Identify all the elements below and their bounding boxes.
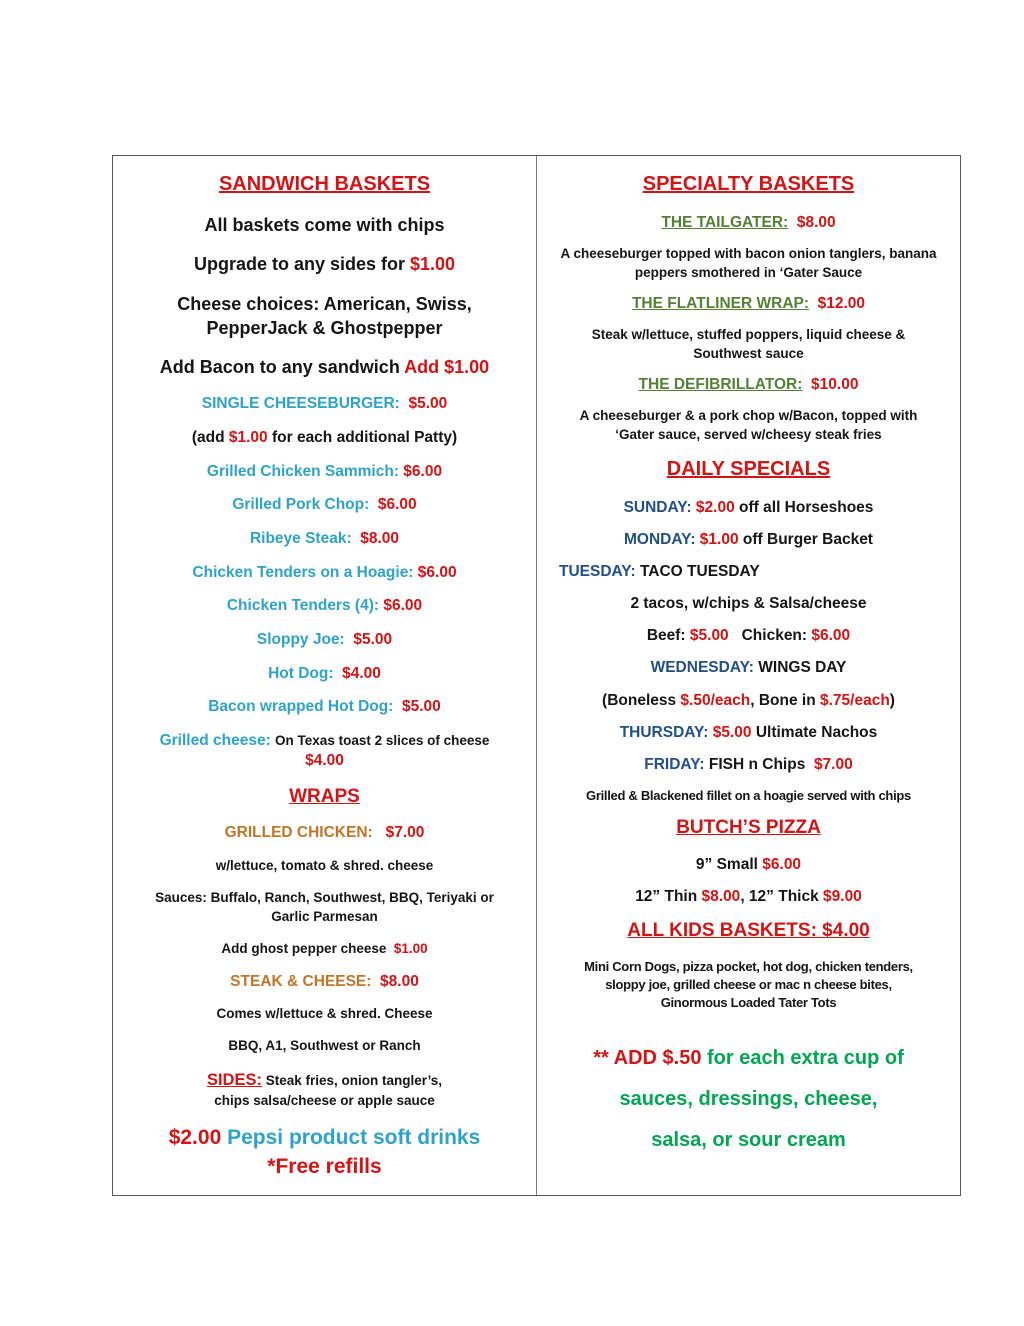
grilled-chicken-wrap-desc [137,857,512,876]
text-segment: $1.00 [393,940,428,956]
flatliner-desc [559,326,938,364]
text-segment: $2.00 [691,498,735,516]
text-segment: off Burger Backet [738,530,873,548]
text-segment: STEAK & CHEESE: [230,972,381,990]
text-segment: off all Horseshoes [734,498,874,516]
sandwich-baskets-heading [137,171,512,197]
text-segment: Upgrade to any sides for [193,254,410,275]
text-segment: w/lettuce, tomato & shred. cheese [215,858,434,873]
text-segment: 12” Thin [635,888,702,906]
text-segment: On Texas toast 2 slices of cheese [275,732,494,748]
text-segment: $5.00 [353,630,393,648]
text-segment: Grilled Chicken Sammich: [206,462,404,480]
text-segment: THE TAILGATER: [661,214,789,231]
text-segment: THURSDAY: [619,723,709,741]
soft-drinks-line [137,1124,512,1182]
text-segment: $7.00 [385,824,425,842]
text-segment: $6.00 [811,627,851,645]
text-segment: GRILLED CHICKEN: [224,824,386,842]
text-segment: , 12” Thick [740,888,824,906]
text-segment: Comes w/lettuce & shred. Cheese [216,1006,433,1022]
kids-baskets-heading [559,919,938,944]
special-friday [559,755,938,775]
text-segment: WEDNESDAY: [650,659,754,677]
text-segment: SINGLE CHEESEBURGER: [201,395,409,413]
text-segment: SUNDAY: [623,498,692,516]
text-segment: $5.00 [408,395,448,413]
text-segment: $10.00 [802,375,859,393]
text-segment: Pepsi product soft drinks [227,1125,481,1149]
text-segment: BBQ, A1, Southwest or Ranch [228,1038,421,1054]
text-segment: $12.00 [809,294,866,312]
text-segment: $1.00 [410,254,456,275]
steak-cheese-desc [137,1005,512,1024]
text-segment: *Free refills [267,1154,382,1178]
tailgater-desc [559,245,941,283]
steak-cheese-sauces [137,1037,512,1056]
text-segment: THE DEFIBRILLATOR: [638,375,803,393]
text-segment: $8.00 [380,972,419,990]
special-wednesday [559,658,938,678]
defibrillator-desc [559,407,938,445]
item-flatliner-wrap [559,294,938,314]
text-segment: $4.00 [305,731,498,770]
wraps-heading [137,785,512,810]
item-chicken-tenders [137,596,512,616]
text-segment: 2 tacos, w/chips & Salsa/cheese [630,595,867,613]
wrap-sauces-note [137,889,512,927]
text-segment: Ultimate Nachos [751,723,878,741]
text-segment: salsa, or sour cream [651,1129,846,1152]
text-segment: SANDWICH BASKETS [218,173,431,195]
upgrade-note [137,252,512,276]
text-segment: chips salsa/cheese or apple sauce [214,1093,435,1109]
special-monday [559,530,938,550]
text-segment: Grilled Pork Chop: [232,496,378,514]
text-segment: Chicken Tenders (4): [226,597,384,615]
text-segment: BUTCH’S PIZZA [676,817,821,839]
text-segment: $9.00 [823,888,862,906]
extra-cup-note [559,1038,938,1161]
text-segment: Mini Corn Dogs, pizza pocket, hot dog, chicken tenders, [584,958,913,974]
text-segment: Grilled cheese: [159,731,276,749]
text-segment: Beef: [646,627,690,645]
item-grilled-chicken-wrap [137,823,512,843]
special-thursday [559,723,938,743]
wings-prices [559,691,938,711]
text-segment: ** ADD $.50 [593,1047,702,1070]
text-segment: Cheese choices: American, Swiss, PepperJack & Ghostpepper [177,293,477,338]
text-segment: Ginormous Loaded Tater Tots [660,995,837,1011]
text-segment: Sloppy Joe: [256,630,354,648]
text-segment: 9” Small [695,855,763,873]
fish-chips-desc [559,787,938,805]
item-single-cheeseburger [137,394,512,414]
text-segment: $.75/each [819,691,890,709]
text-segment: FRIDAY: [644,755,705,773]
text-segment: $6.00 [403,462,443,480]
text-segment: sauces, dressings, cheese, [619,1088,878,1111]
item-bacon-wrapped-hot-dog [137,697,512,717]
text-segment: TACO TUESDAY [635,563,760,581]
special-tuesday [559,562,938,582]
text-segment: Steak fries, onion tangler’s, [261,1072,443,1088]
text-segment: $1.00 [695,530,739,548]
item-ribeye-steak [137,529,512,549]
text-segment: $8.00 [701,888,741,906]
text-segment: $1.00 [228,429,268,447]
text-segment: $5.00 [689,627,729,645]
text-segment: (add [191,429,229,447]
text-segment: WINGS DAY [753,659,847,677]
cheese-choices-note [137,292,512,341]
text-segment: $5.00 [708,723,752,741]
item-grilled-pork-chop [137,495,512,515]
text-segment: Sauces: Buffalo, Ranch, Southwest, BBQ, Teriyaki or Garlic Parmesan [155,889,498,924]
sandwich-column [113,156,537,1195]
item-chicken-tenders-hoagie [137,563,512,583]
baskets-note [137,213,512,237]
text-segment: $2.00 [168,1125,228,1149]
text-segment: Hot Dog: [268,664,343,682]
sides-line [137,1069,512,1111]
item-hot-dog [137,664,512,684]
text-segment: $6.00 [417,563,457,581]
taco-prices [559,626,938,646]
text-segment: $6.00 [383,597,423,615]
ghost-pepper-note [137,940,512,959]
text-segment: $.50/each [680,691,751,709]
text-segment: Bacon wrapped Hot Dog: [208,698,402,716]
text-segment: A cheeseburger topped with bacon onion tanglers, banana peppers smothered in ‘Gater Sauce [560,246,941,281]
text-segment: $8.00 [788,214,836,231]
add-bacon-note [137,355,512,379]
item-grilled-cheese [137,731,512,771]
text-segment: , Bone in [750,691,820,709]
text-segment: ) [889,691,895,709]
text-segment: Add ghost pepper cheese [221,940,394,956]
text-segment: Ribeye Steak: [249,530,361,548]
extra-patty-note [137,428,512,448]
text-segment: Chicken Tenders on a Hoagie: [192,563,418,581]
kids-baskets-desc [559,958,938,1013]
pizza-12inch [559,887,938,907]
butchs-pizza-heading [559,816,938,841]
text-segment: MONDAY: [624,530,696,548]
text-segment: All baskets come with chips [204,215,445,235]
text-segment: Add $1.00 [404,357,490,378]
text-segment: WRAPS [289,785,360,807]
text-segment: ALL KIDS BASKETS: $4.00 [627,920,870,942]
special-sunday [559,498,938,518]
specialty-baskets-heading [559,171,938,197]
pizza-small [559,855,938,875]
text-segment: Chicken: [728,627,812,645]
menu-table [112,155,961,1196]
text-segment: $6.00 [762,855,802,873]
text-segment: SIDES: [206,1070,262,1089]
taco-tuesday-desc [559,594,938,614]
text-segment: Grilled & Blackened fillet on a hoagie served with chips [586,788,911,804]
text-segment: THE FLATLINER WRAP: [631,294,810,312]
text-segment: $6.00 [377,496,417,514]
text-segment: Steak w/lettuce, stuffed poppers, liquid cheese & Southwest sauce [591,327,910,361]
text-segment: $8.00 [360,530,400,548]
text-segment: SPECIALTY BASKETS [642,173,855,195]
text-segment: $5.00 [401,698,441,716]
text-segment: A cheeseburger & a pork chop w/Bacon, topped with ‘Gater sauce, served w/cheesy steak fries [579,407,922,442]
text-segment: $4.00 [342,664,381,682]
item-sloppy-joe [137,630,512,650]
specialty-column [537,156,960,1195]
daily-specials-heading [559,456,938,482]
text-segment: (Boneless [602,691,681,709]
item-grilled-chicken-sammich [137,462,512,482]
text-segment: DAILY SPECIALS [666,457,831,480]
item-tailgater [559,213,938,233]
text-segment: for each extra cup of [701,1047,904,1070]
text-segment: $7.00 [813,755,853,773]
item-steak-cheese-wrap [137,972,512,992]
text-segment: TUESDAY: [559,563,636,581]
text-segment: FISH n Chips [704,755,814,773]
text-segment: Add Bacon to any sandwich [159,357,405,378]
item-defibrillator [559,375,938,395]
text-segment: sloppy joe, grilled cheese or mac n cheese bites, [605,977,892,993]
text-segment: for each additional Patty) [267,429,458,447]
